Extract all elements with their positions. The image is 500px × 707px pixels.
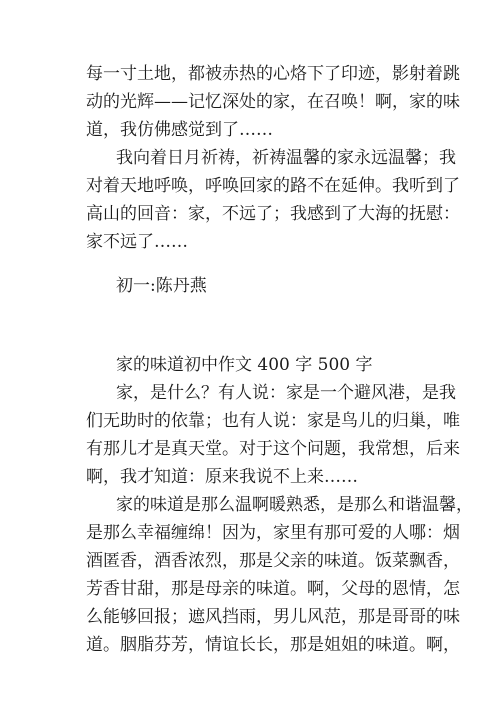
paragraph-line: 是那么幸福缠绵！因为，家里有那可爱的人哪：烟 (86, 523, 460, 543)
paragraph-line: 酒匿香，酒香浓烈，那是父亲的味道。饭菜飘香， (86, 551, 460, 571)
paragraph-line: 家的味道是那么温啊暖熟悉，是那么和谐温馨， (116, 495, 473, 515)
paragraph-line: 家，是什么？有人说：家是一个避风港，是我 (116, 383, 456, 403)
paragraph-line: 道。胭脂芬芳，情谊长长，那是姐姐的味道。啊， (86, 635, 460, 655)
paragraph-line: 芳香甘甜，那是母亲的味道。啊，父母的恩情，怎 (86, 579, 460, 599)
paragraph-line: 么能够回报；遮风挡雨，男儿风范，那是哥哥的味 (86, 607, 460, 627)
paragraph-line: 对着天地呼唤，呼唤回家的路不在延伸。我听到了 (86, 176, 460, 196)
paragraph-line: 动的光辉——记忆深处的家，在召唤！啊，家的味 (86, 92, 460, 112)
author-line: 初一:陈丹燕 (116, 276, 207, 296)
paragraph-line: 有那儿才是真天堂。对于这个问题，我常想，后来 (86, 439, 460, 459)
paragraph-line: 我向着日月祈祷，祈祷温馨的家永远温馨；我 (116, 148, 456, 168)
paragraph-line: 们无助时的依靠；也有人说：家是鸟儿的归巢，唯 (86, 411, 460, 431)
paragraph-line: 高山的回音：家，不远了；我感到了大海的抚慰： (86, 204, 460, 224)
paragraph-line: 每一寸土地，都被赤热的心烙下了印迹，影射着跳 (86, 64, 460, 84)
essay-title: 家的味道初中作文 400 字 500 字 (116, 355, 373, 375)
paragraph-line: 道，我仿佛感觉到了…… (86, 120, 273, 140)
paragraph-line: 啊，我才知道：原来我说不上来…… (86, 467, 358, 487)
paragraph-line: 家不远了…… (86, 232, 188, 252)
